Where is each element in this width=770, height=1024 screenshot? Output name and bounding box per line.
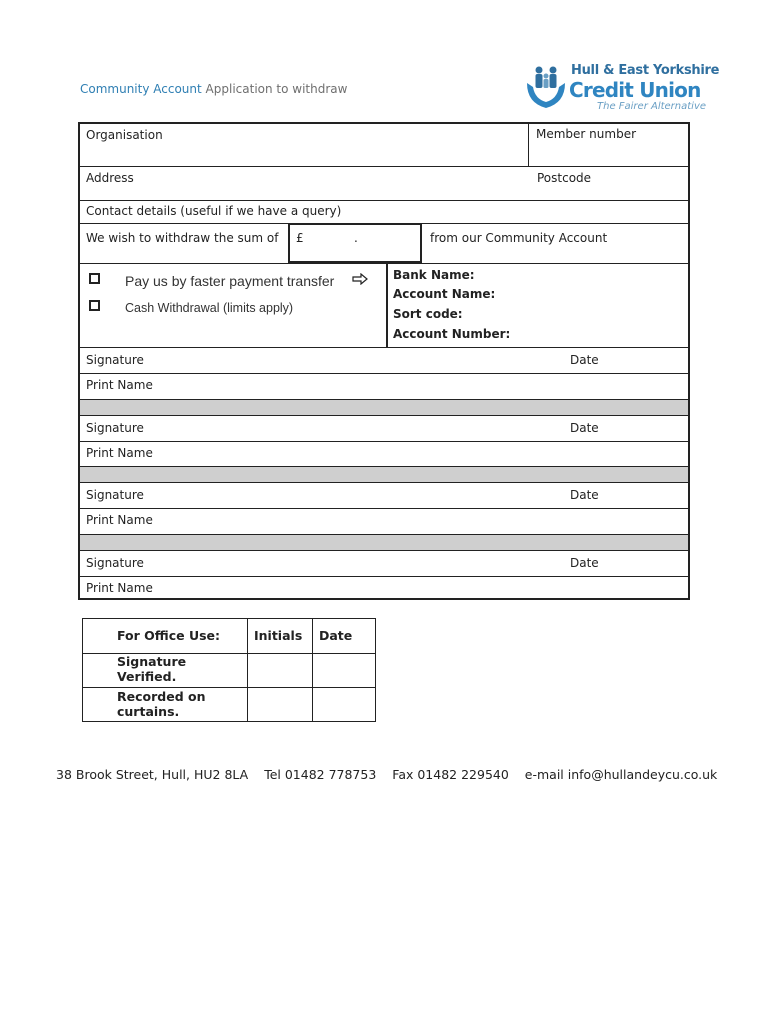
print-name-label: Print Name [86,378,153,392]
account-name-label: Account Name: [393,287,496,301]
address-label: Address [86,171,134,185]
print-name-row-2[interactable] [80,441,688,468]
print-name-row-3[interactable] [80,508,688,535]
recorded-curtains-label: Recorded on curtains. [117,689,206,719]
signature-verified-label: Signature Verified. [117,654,187,684]
currency-symbol: £ [296,231,304,245]
payment-row [80,263,688,348]
signature-label: Signature [86,556,144,570]
logo-line2: Credit Union [569,78,701,102]
print-name-label: Print Name [86,581,153,595]
withdraw-label: We wish to withdraw the sum of [86,231,279,245]
divider [312,619,313,721]
contact-label: Contact details (useful if we have a query) [86,204,342,218]
postcode-label: Postcode [537,171,592,185]
transfer-checkbox[interactable] [89,273,100,284]
arrow-right-icon [352,273,368,285]
decimal-point: . [354,231,358,245]
separator-band [80,466,688,483]
footer-fax: Fax 01482 229540 [392,767,509,782]
logo-line1: Hull & East Yorkshire [571,63,720,78]
address-row[interactable] [80,166,688,201]
footer-tel: Tel 01482 778753 [264,767,377,782]
initials-header: Initials [254,628,303,643]
from-account-label: from our Community Account [430,231,608,245]
family-hands-icon [523,61,569,111]
organisation-label: Organisation [86,128,163,142]
amount-input[interactable] [288,223,422,263]
credit-union-logo [523,59,720,113]
divider [83,687,375,688]
footer-address: 38 Brook Street, Hull, HU2 8LA [56,767,249,782]
print-name-label: Print Name [86,446,153,460]
separator-band [80,534,688,551]
divider [386,264,388,348]
member-number-label: Member number [536,127,637,141]
divider [528,124,529,166]
cash-checkbox[interactable] [89,300,100,311]
divider [247,619,248,721]
date-label: Date [570,556,599,570]
withdrawal-form [78,122,690,600]
office-use-heading: For Office Use: [117,628,221,643]
footer-email[interactable]: e-mail info@hullandeycu.co.uk [524,767,718,782]
print-name-row-1[interactable] [80,373,688,400]
title-accent: Community Account [80,82,202,96]
signature-row-1[interactable] [80,347,688,374]
contact-row[interactable] [80,200,688,225]
title-rest: Application to withdraw [205,82,348,96]
form-title [80,82,347,96]
date-label: Date [570,488,599,502]
print-name-label: Print Name [86,513,153,527]
signature-row-4[interactable] [80,550,688,577]
date-label: Date [570,421,599,435]
signature-row-3[interactable] [80,482,688,509]
separator-band [80,399,688,416]
office-use-table [82,618,376,722]
footer-contact [56,767,729,782]
transfer-option-label: Pay us by faster payment transfer [125,273,335,289]
signature-row-2[interactable] [80,415,688,442]
signature-label: Signature [86,353,144,367]
bank-name-label: Bank Name: [393,268,475,282]
account-number-label: Account Number: [393,327,511,341]
signature-label: Signature [86,488,144,502]
cash-option-label: Cash Withdrawal (limits apply) [125,301,294,315]
print-name-row-4[interactable] [80,576,688,601]
sort-code-label: Sort code: [393,307,463,321]
logo-tagline: The Fairer Alternative [597,101,707,112]
date-label: Date [570,353,599,367]
date-header: Date [319,628,353,643]
signature-label: Signature [86,421,144,435]
